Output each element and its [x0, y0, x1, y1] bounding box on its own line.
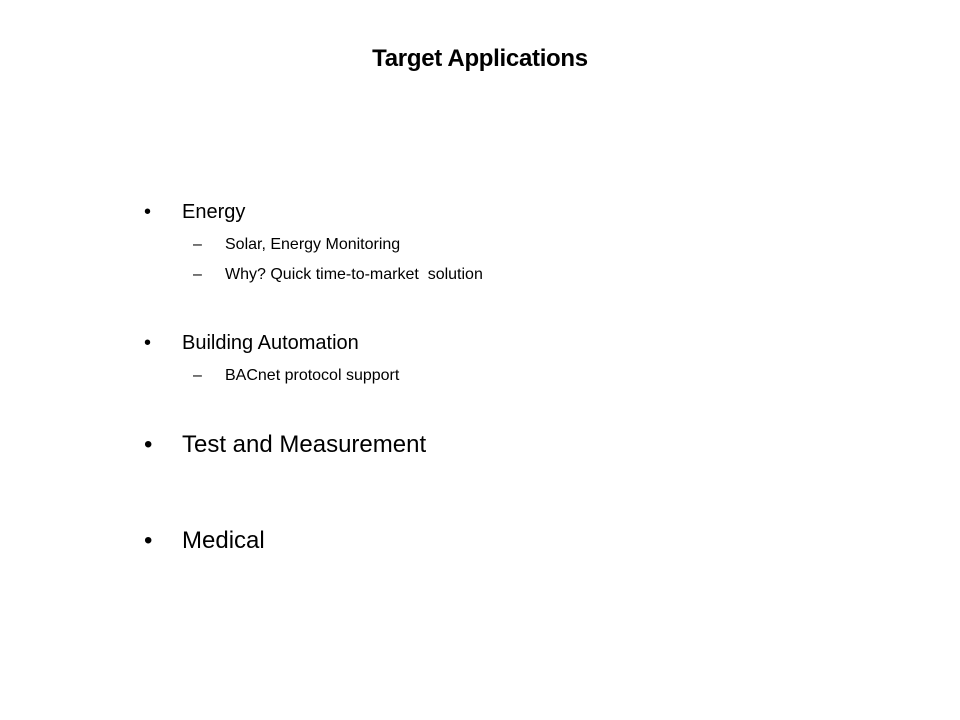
sub-bullet-marker: –	[193, 236, 202, 253]
sub-bullet-label: Solar, Energy Monitoring	[225, 236, 401, 253]
sub-bullet-bacnet	[193, 364, 400, 388]
bullet-test-and-measurement	[144, 429, 427, 461]
bullet-label: Medical	[182, 527, 265, 554]
bullet-marker: •	[144, 201, 152, 223]
bullet-medical	[144, 525, 265, 557]
bullet-energy	[144, 198, 246, 226]
bullet-marker: •	[144, 527, 153, 554]
sub-bullet-label: Why? Quick time-to-market solution	[225, 266, 483, 283]
bullet-marker: •	[144, 431, 153, 458]
sub-bullet-label: BACnet protocol support	[225, 367, 400, 384]
bullet-label: Energy	[182, 201, 246, 223]
sub-bullet-marker: –	[193, 367, 202, 384]
bullet-label: Building Automation	[182, 332, 359, 354]
sub-bullet-marker: –	[193, 266, 202, 283]
bullet-building-automation	[144, 329, 359, 357]
slide-title: Target Applications	[372, 45, 588, 72]
sub-bullet-solar	[193, 233, 401, 257]
bullet-marker: •	[144, 332, 152, 354]
bullet-label: Test and Measurement	[182, 431, 427, 458]
sub-bullet-why	[193, 263, 483, 287]
